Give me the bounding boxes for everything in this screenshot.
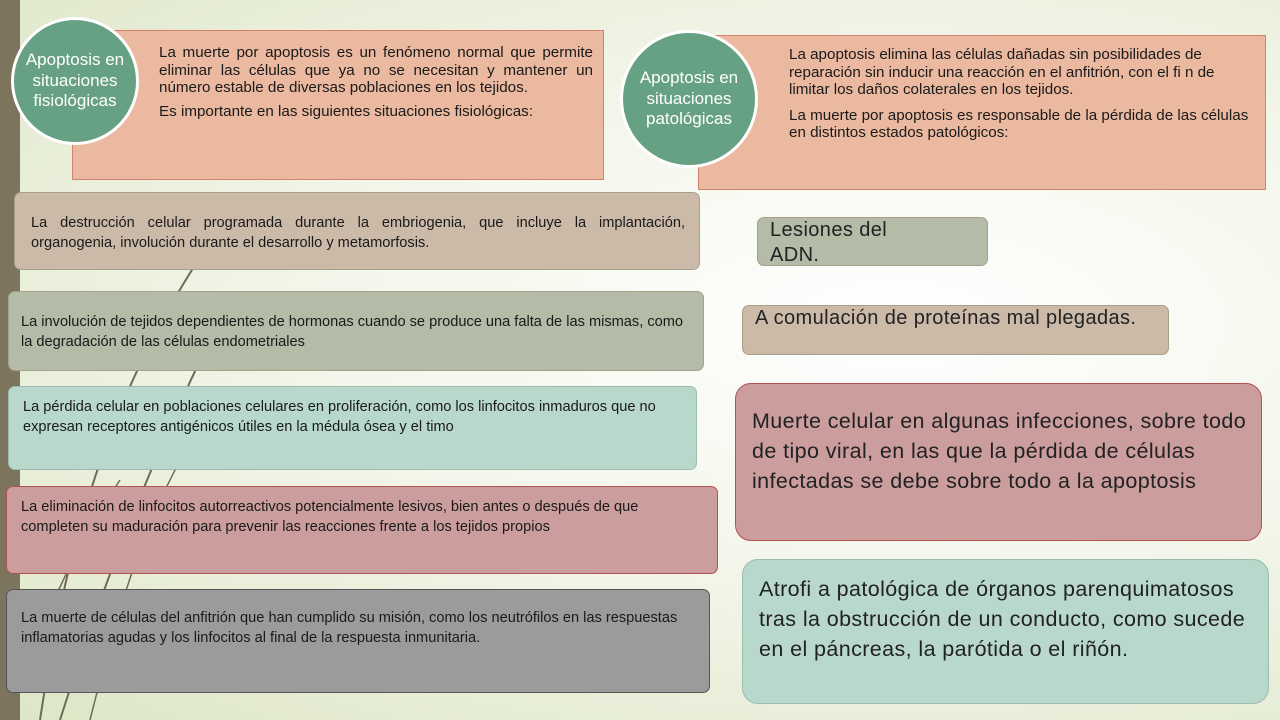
physiological-circle <box>11 17 139 145</box>
pathological-item-misfolded-proteins <box>742 305 1169 355</box>
physiological-circle-label: Apoptosis en situaciones fisiológicas <box>25 50 125 111</box>
pathological-item-duct-obstruction-atrophy <box>742 559 1269 704</box>
pathological-circle-label: Apoptosis en situaciones patológicas <box>639 68 739 129</box>
physiological-intro-paragraph-1: La muerte por apoptosis es un fenómeno normal que permite eliminar las células que ya no se necesitan y mantener un número estable de diversas poblaciones en los tejidos. <box>159 44 593 96</box>
physiological-item-autoreactive-lymphocytes <box>6 486 718 574</box>
pathological-intro-paragraph-2: La muerte por apoptosis es responsable de la pérdida de las células en distintos estados patológicos: <box>789 106 1249 141</box>
physiological-item-text: La eliminación de linfocitos autorreactivos potencialmente lesivos, bien antes o después de que completen su maduración para prevenir las reacciones frente a los tejidos propios <box>21 499 639 535</box>
physiological-intro-paragraph-2: Es importante en las siguientes situaciones fisiológicas: <box>159 102 533 120</box>
pathological-item-viral-infections <box>735 383 1262 541</box>
pathological-item-dna-damage <box>757 217 988 266</box>
pathological-item-text: Atrofi a patológica de órganos parenquimatosos tras la obstrucción de un conducto, como sucede en el páncreas, la parótida o el riñón. <box>759 577 1246 661</box>
physiological-intro-box <box>72 30 604 180</box>
physiological-item-embryogenesis <box>14 192 700 270</box>
physiological-item-text: La involución de tejidos dependientes de hormonas cuando se produce una falta de las mismas, como la degradación de las células endometriales <box>21 314 683 350</box>
pathological-item-text: Muerte celular en algunas infecciones, sobre todo de tipo viral, en las que la pérdida de células infectadas se debe sobre todo a la apoptosis <box>752 409 1247 493</box>
pathological-item-text: A comulación de proteínas mal plegadas. <box>755 307 1137 329</box>
pathological-intro-paragraph-1: La apoptosis elimina las células dañadas sin posibilidades de reparación sin inducir una reacción en el anfitrión, con el fi n de limitar los daños colaterales en los tejidos. <box>789 46 1215 98</box>
pathological-intro-box <box>698 35 1266 190</box>
pathological-circle <box>620 30 758 168</box>
physiological-item-text: La pérdida celular en poblaciones celulares en proliferación, como los linfocitos inmaduros que no expresan receptores antigénicos útiles en la médula ósea y el timo <box>23 399 656 435</box>
pathological-item-text: Lesiones del ADN. <box>770 219 888 266</box>
physiological-item-host-cells <box>6 589 710 693</box>
physiological-item-text: La destrucción celular programada durante la embriogenia, que incluye la implantación, organogenia, involución durante el desarrollo y metamorfosis. <box>31 215 685 251</box>
physiological-item-hormone-involution <box>8 291 704 371</box>
physiological-item-proliferating-cells <box>8 386 697 470</box>
physiological-item-text: La muerte de células del anfitrión que han cumplido su misión, como los neutrófilos en las respuestas inflamatorias agudas y los linfocitos al final de la respuesta inmunitaria. <box>21 610 678 646</box>
